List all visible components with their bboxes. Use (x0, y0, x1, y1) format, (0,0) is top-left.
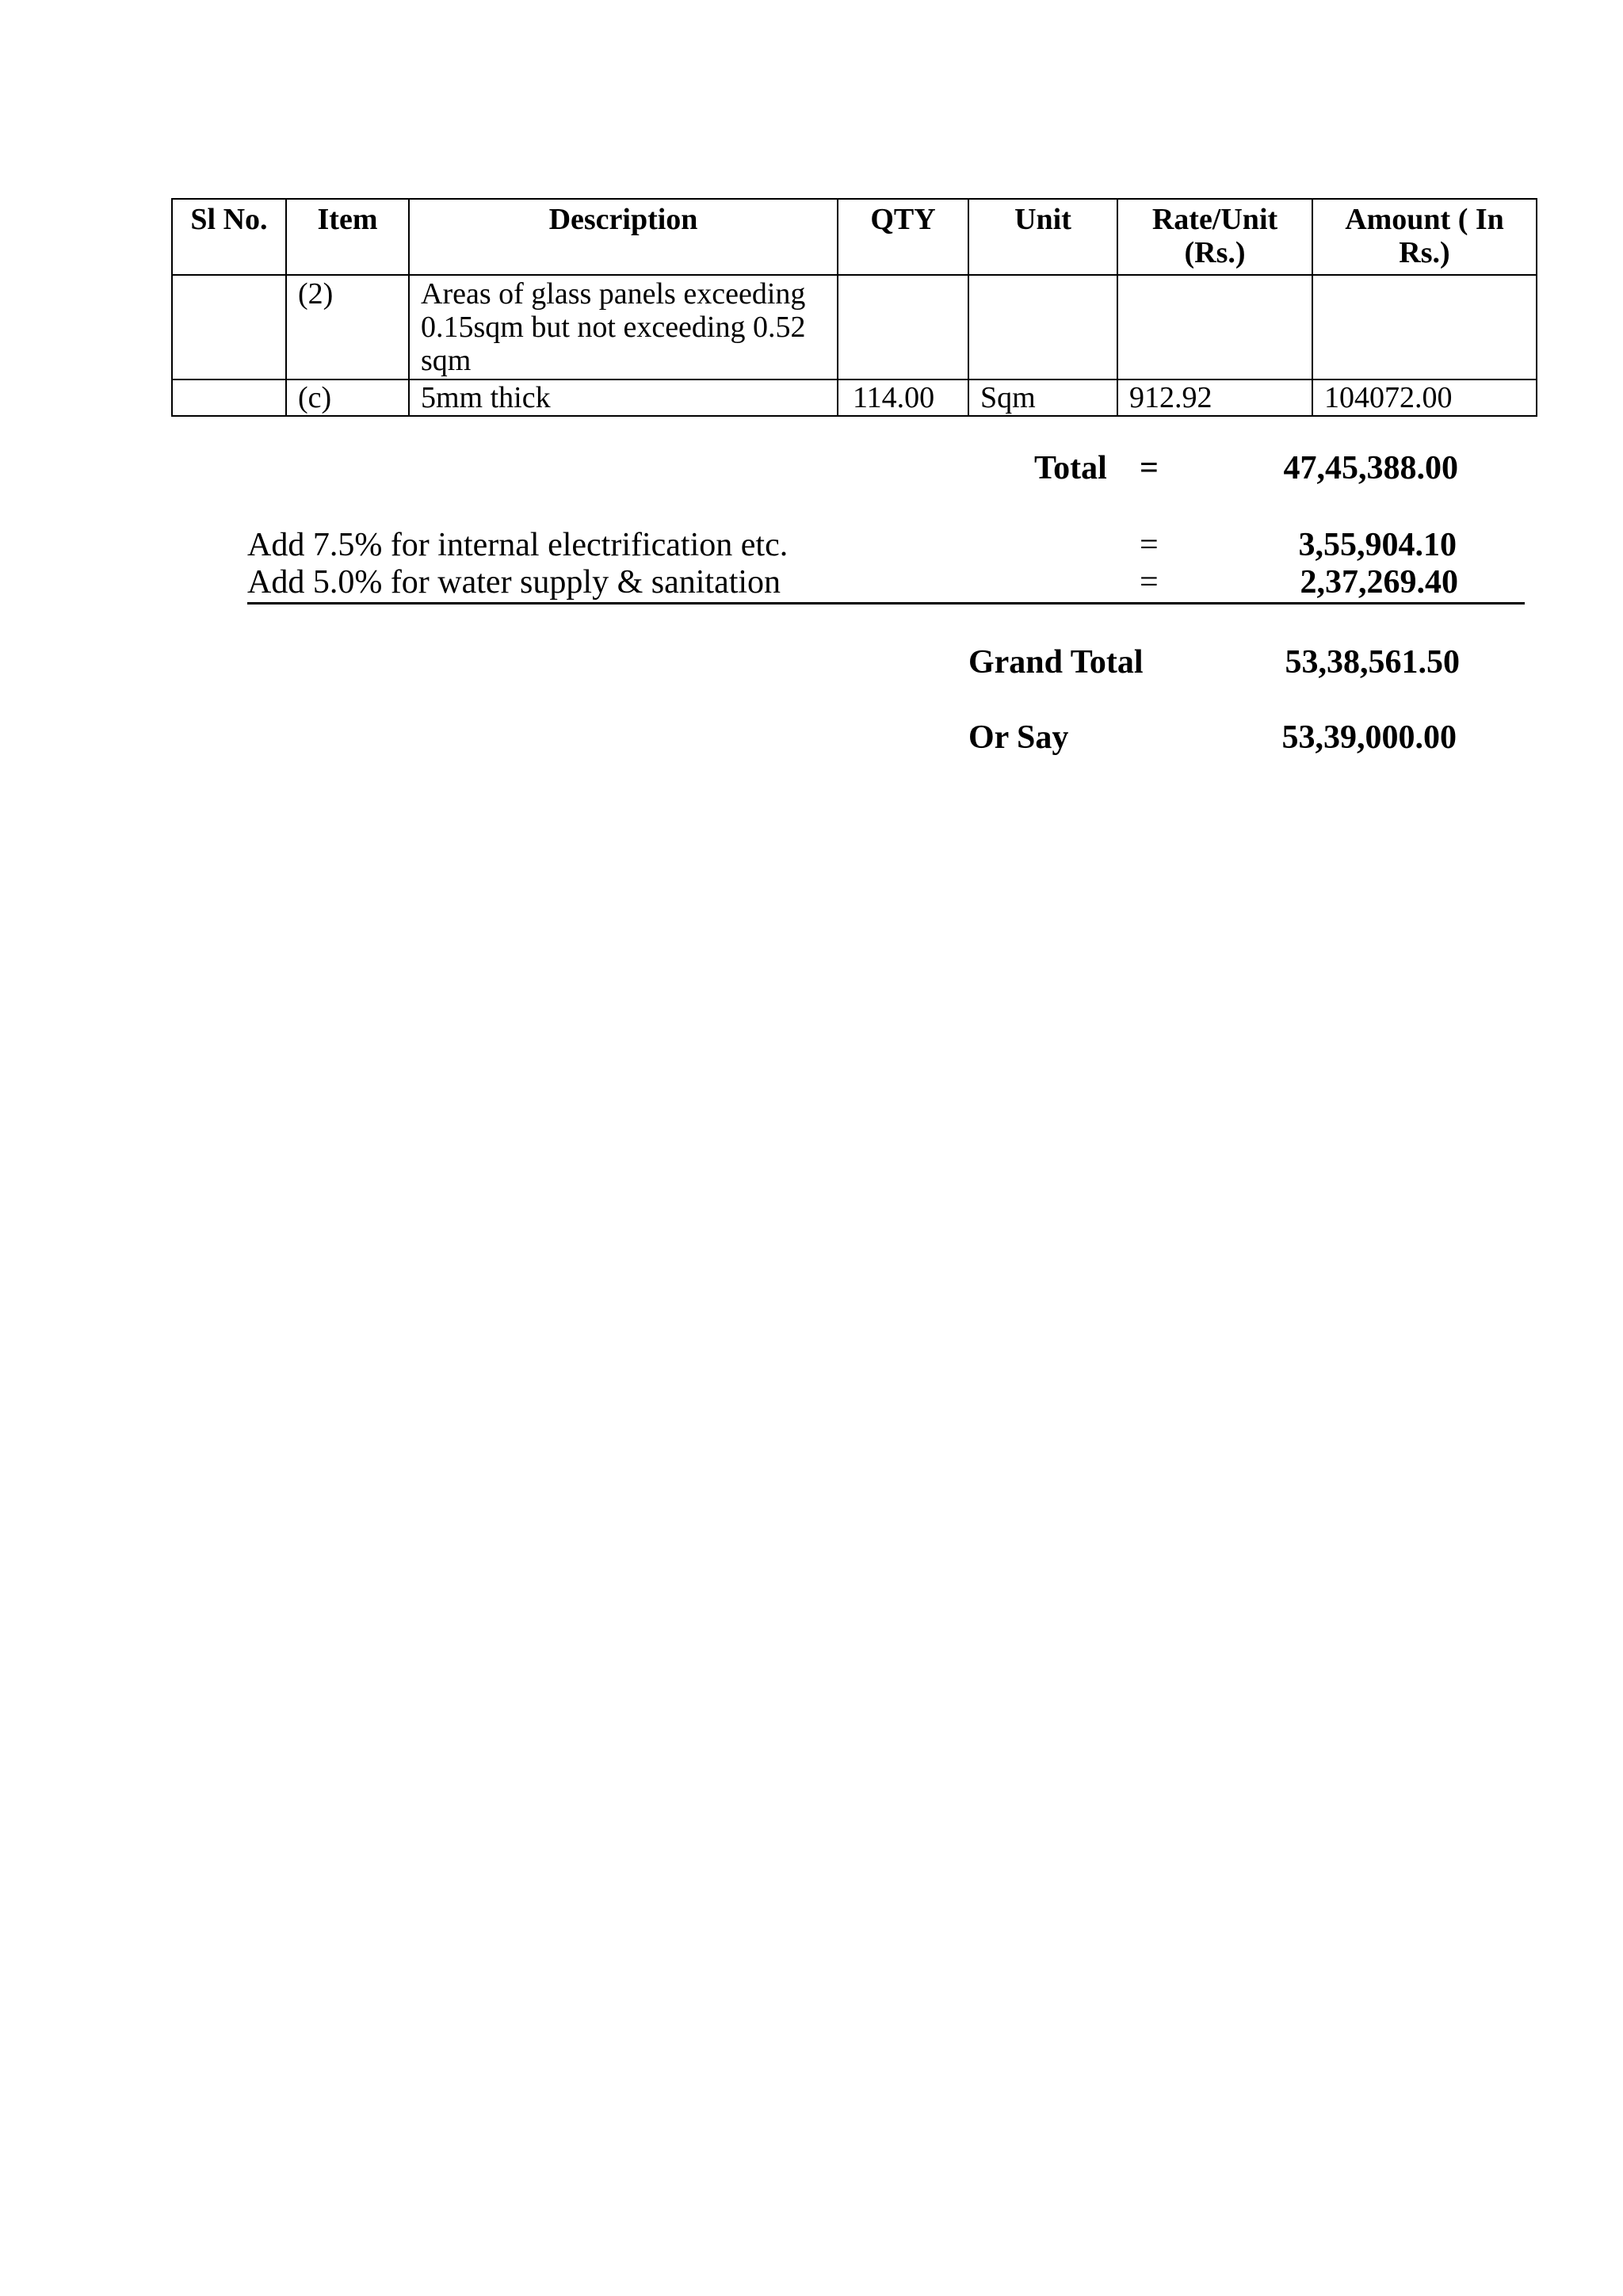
table-header-row (172, 199, 1537, 275)
cell-item: (c) (286, 379, 409, 416)
cell-unit (968, 275, 1117, 379)
cell-rate: 912.92 (1117, 379, 1312, 416)
addition-label-electrification: Add 7.5% for internal electrification etc. (247, 527, 789, 563)
table-row (172, 379, 1537, 416)
header-rate-unit: Rate/Unit (Rs.) (1117, 199, 1312, 275)
cell-amount: 104072.00 (1312, 379, 1537, 416)
cell-qty: 114.00 (838, 379, 968, 416)
estimate-table (171, 198, 1537, 417)
total-equals-sign: = (1140, 450, 1159, 486)
cell-unit: Sqm (968, 379, 1117, 416)
header-amount: Amount ( In Rs.) (1312, 199, 1537, 275)
header-description: Description (409, 199, 838, 275)
header-unit: Unit (968, 199, 1117, 275)
cell-amount (1312, 275, 1537, 379)
cell-sl-no (172, 379, 286, 416)
or-say-value: 53,39,000.00 (1281, 719, 1457, 756)
header-qty: QTY (838, 199, 968, 275)
cell-item: (2) (286, 275, 409, 379)
addition-equals-sign: = (1140, 527, 1159, 563)
or-say-label: Or Say (968, 719, 1069, 756)
cell-qty (838, 275, 968, 379)
addition-value-electrification: 3,55,904.10 (1298, 527, 1457, 563)
addition-value-water-supply: 2,37,269.40 (1300, 564, 1458, 601)
cell-description: 5mm thick (409, 379, 838, 416)
cell-sl-no (172, 275, 286, 379)
grand-total-label: Grand Total (968, 644, 1144, 681)
grand-total-value: 53,38,561.50 (1285, 644, 1460, 681)
table-row (172, 275, 1537, 379)
cell-rate (1117, 275, 1312, 379)
header-item: Item (286, 199, 409, 275)
total-label: Total (1034, 450, 1107, 486)
header-sl-no: Sl No. (172, 199, 286, 275)
total-value: 47,45,388.00 (1283, 450, 1458, 486)
addition-label-water-supply: Add 5.0% for water supply & sanitation (247, 564, 781, 601)
summary-divider (247, 602, 1525, 605)
cell-description: Areas of glass panels exceeding 0.15sqm but not exceeding 0.52 sqm (409, 275, 838, 379)
addition-equals-sign: = (1140, 564, 1159, 601)
